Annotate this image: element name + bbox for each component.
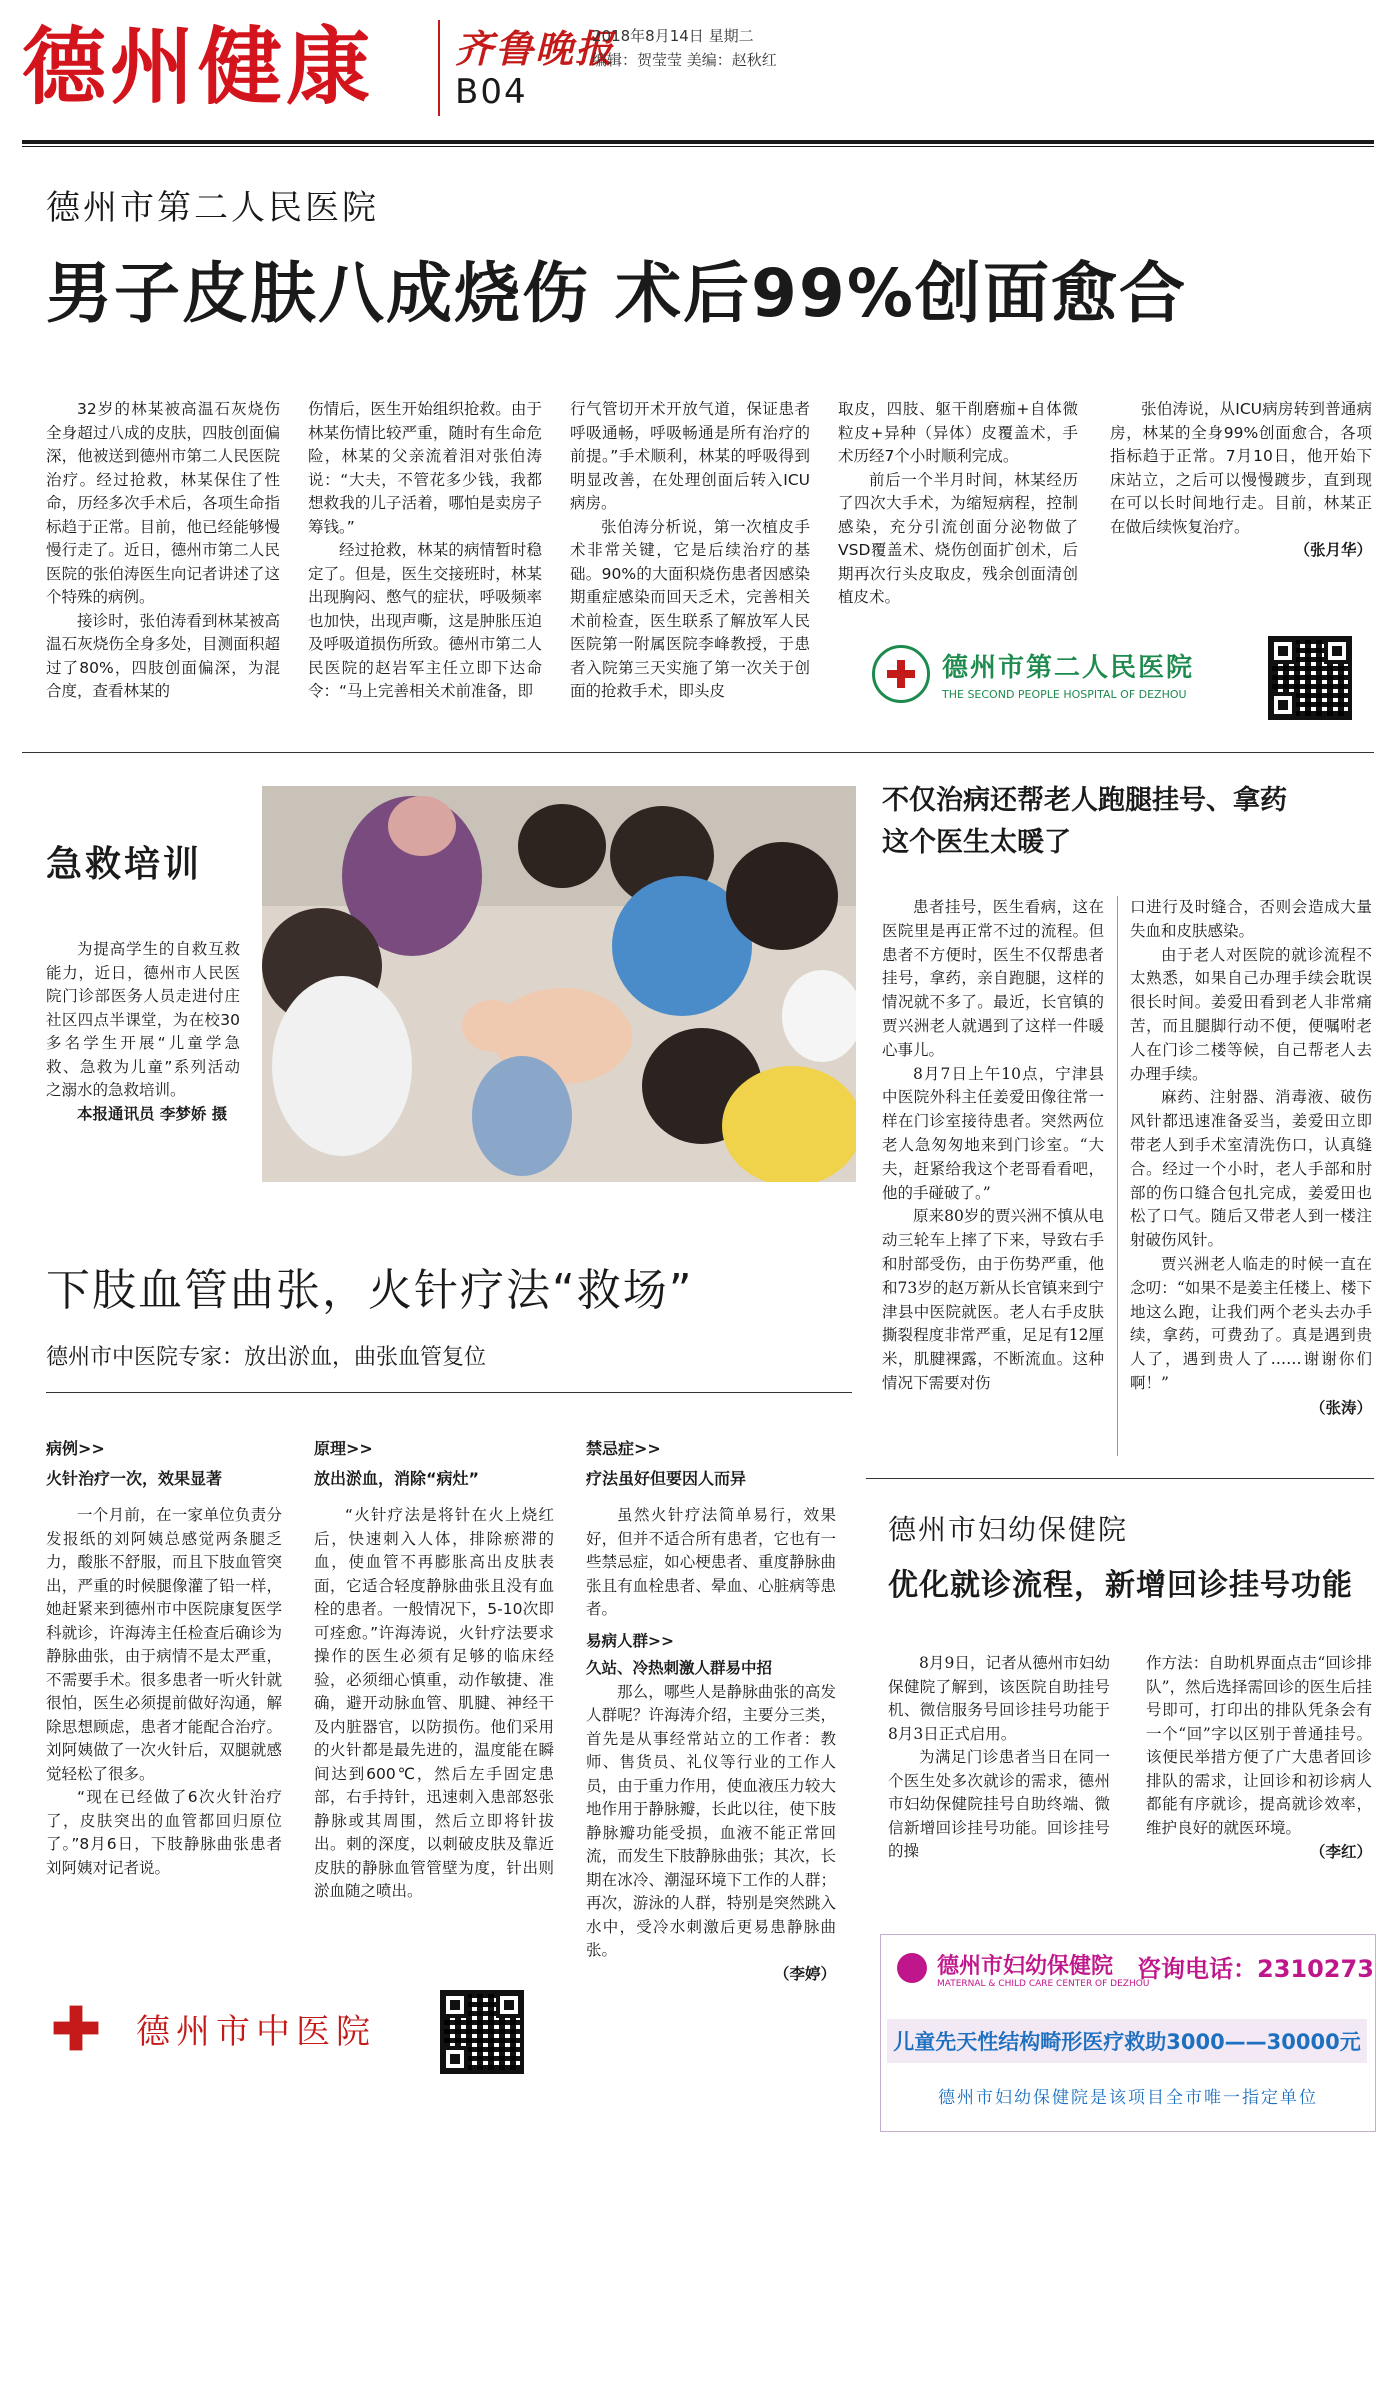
hospital-name: 德州市中医院 xyxy=(136,2011,376,2052)
page-number: B04 xyxy=(455,72,528,112)
paragraph: 8月9日，记者从德州市妇幼保健院了解到，该医院自助挂号机、微信服务号回诊挂号功能于8月3日正式启用。 xyxy=(888,1654,1110,1743)
paragraph: 张伯涛说，从ICU病房转到普通病房，林某的全身99%创面愈合，各项指标趋于正常。7月10日，他开始下床站立，之后可以慢慢踱步，直到现在可以长时间地行走。目前，林某正在做后续恢复治疗。 xyxy=(1110,400,1372,536)
headline-line: 这个医生太暖了 xyxy=(882,827,1071,858)
lead-column-4 xyxy=(838,398,1078,610)
contraindication-label: 禁忌症>> xyxy=(586,1439,661,1458)
byline: （张月华） xyxy=(1294,541,1372,559)
paragraph: 为提高学生的自救互救能力，近日，德州市人民医院门诊部医务人员走进付庄社区四点半课堂，为在校30多名学生开展“儿童学急救、急救为儿童”系列活动之溺水的急救培训。 xyxy=(46,940,240,1099)
paragraph: 为满足门诊患者当日在同一个医生处多次就诊的需求，德州市妇幼保健院挂号自助终端、微信新增回诊挂号功能。回诊挂号的操 xyxy=(888,1748,1110,1860)
paragraph: 麻药、注射器、消毒液、破伤风针都迅速准备妥当，姜爱田立即带老人到手术室清洗伤口，认真缝合。经过一个小时，老人手部和肘部的伤口缝合包扎完成，姜爱田也松了口气。随后又带老人到一楼注射破伤风针。 xyxy=(1130,1088,1372,1250)
first-aid-training-photo xyxy=(262,786,856,1182)
first-aid-title: 急救培训 xyxy=(46,844,203,885)
maternal-kicker: 德州市妇幼保健院 xyxy=(888,1513,1129,1546)
section-rule xyxy=(46,1392,852,1393)
paragraph: 口进行及时缝合，否则会造成大量失血和皮肤感染。 xyxy=(1130,898,1372,940)
photo-credit: 本报通讯员 李梦娇 摄 xyxy=(77,1104,228,1123)
lead-column-5 xyxy=(1110,398,1372,563)
lead-kicker: 德州市第二人民医院 xyxy=(46,188,379,228)
ad-banner: 儿童先天性结构畸形医疗救助3000——30000元 xyxy=(887,2019,1367,2063)
ad-footer: 德州市妇幼保健院是该项目全市唯一指定单位 xyxy=(938,2088,1318,2108)
paragraph: 那么，哪些人是静脉曲张的高发人群呢？许海涛介绍，主要分三类，首先是从事经常站立的工作者：教师、售货员、礼仪等行业的工作人员，由于重力作用，使血液压力较大地作用于静脉瓣，长此以往，使下肢静脉瓣功能受损，血液不能正常回流，而发生下肢静脉曲张；其次，长期在冰冷、潮湿环境下工作的人群；再次，游泳的人群，特别是突然跳入水中，受冷水刺激后更易患静脉曲张。 xyxy=(586,1682,836,1959)
masthead-divider xyxy=(438,20,440,116)
risk-group-label: 易病人群>> xyxy=(586,1631,674,1650)
paragraph: “火针疗法是将针在火上烧红后，快速刺入人体，排除瘀滞的血，使血管不再膨胀高出皮肤表面，它适合轻度静脉曲张且没有血栓的患者。一般情况下，5-10次即可痊愈。”许海涛说，火针疗法要求操作的医生必须有足够的临床经验，必须细心慎重，动作敏捷、准确，避开动脉血管、肌腱、神经干及内脏器官，以防损伤。他们采用的火针都是最先进的，温度能在瞬间达到600℃，然后左手固定患部，右手持针，迅速刺入患部怒张静脉或其周围，然后立即将针拔出。刺的深度，以刺破皮肤及靠近皮肤的静脉血管管壁为度，针出则淤血随之喷出。 xyxy=(314,1506,554,1900)
paragraph: 接诊时，张伯涛看到林某被高温石灰烧伤全身多处，目测面积超过了80%，四肢创面偏深，为混合度，查看林某的 xyxy=(46,611,280,700)
phone-number: 2310273 xyxy=(1257,1955,1374,1983)
paragraph: 作方法：自助机界面点击“回诊排队”，然后选择需回诊的医生后挂号即可，打印出的排队凭条会有一个“回”字以区别于普通挂号。该便民举措方便了广大患者回诊排队的需求，让回诊和初诊病人都能有序就诊，提高就诊效率，维护良好的就医环境。 xyxy=(1146,1654,1372,1837)
principle-label: 原理>> xyxy=(314,1439,373,1458)
ad-hospital-en: MATERNAL & CHILD CARE CENTER OF DEZHOU xyxy=(937,1979,1150,1989)
hospital-name-en: THE SECOND PEOPLE HOSPITAL OF DEZHOU xyxy=(942,688,1187,701)
editor-line: 编辑：贺莹莹 美编：赵秋红 xyxy=(592,51,777,69)
errand-column-2 xyxy=(1130,896,1372,1420)
risk-group-subhead: 久站、冷热刺激人群易中招 xyxy=(586,1659,773,1677)
paragraph: 虽然火针疗法简单易行，效果好，但并不适合所有患者，它也有一些禁忌症，如心梗患者、重度静脉曲张且有血栓患者、晕血、心脏病等患者。 xyxy=(586,1506,836,1618)
case-subhead: 火针治疗一次，效果显著 xyxy=(46,1469,223,1488)
lead-column-3 xyxy=(570,398,810,704)
hospital-cross-icon xyxy=(872,645,930,703)
maternal-column-1 xyxy=(888,1652,1110,1864)
errand-column-1 xyxy=(882,896,1104,1396)
paragraph: 张伯涛分析说，第一次植皮手术非常关键，它是后续治疗的基础。90%的大面积烧伤患者因感染期重症感染而回天乏术，完善相关术前检查，医生联系了解放军人民医院第一附属医院李峰教授，于患者入院第三天实施了第一次关于创面的抢救手术，即头皮 xyxy=(570,517,810,700)
paragraph: 贾兴洲老人临走的时候一直在念叨：“如果不是姜主任楼上、楼下地这么跑，让我们两个老头去办手续，拿药，可费劲了。真是遇到贵人了，遇到贵人了……谢谢你们啊！” xyxy=(1130,1254,1372,1392)
maternal-headline: 优化就诊流程，新增回诊挂号功能 xyxy=(888,1568,1353,1603)
paragraph: 原来80岁的贾兴洲不慎从电动三轮车上摔了下来，导致右手和肘部受伤，由于伤势严重，他和73岁的赵万新从长官镇来到宁津县中医院就医。老人右手皮肤撕裂程度非常严重，足足有12厘米，肌腱裸露，不断流血。这种情况下需要对伤 xyxy=(882,1207,1104,1392)
case-label: 病例>> xyxy=(46,1439,105,1458)
errand-headline xyxy=(882,780,1287,864)
lead-column-2 xyxy=(308,398,542,704)
lead-column-1 xyxy=(46,398,280,704)
phone-label: 咨询电话： xyxy=(1137,1955,1257,1983)
maternal-column-2 xyxy=(1146,1652,1372,1864)
newspaper-logo: 齐鲁晚报 xyxy=(455,26,616,71)
issue-date: 2018年8月14日 星期二 xyxy=(592,27,754,45)
hospital-name: 德州市第二人民医院 xyxy=(942,653,1195,683)
column-divider xyxy=(1117,896,1118,1456)
paragraph: 一个月前，在一家单位负责分发报纸的刘阿姨总感觉两条腿乏力，酸胀不舒服，而且下肢血管突出，严重的时候腿像灌了铅一样，她赶紧来到德州市中医院康复医学科就诊，许海涛主任检查后确诊为静脉曲张，由于病情不是太严重，不需要手术。很多患者一听火针就很怕，医生必须提前做好沟通，解除思想顾虑，患者才能配合治疗。刘阿姨做了一次火针后，双腿就感觉轻松了很多。 xyxy=(46,1506,282,1783)
second-hospital-logo xyxy=(872,645,1194,703)
paragraph: 8月7日上午10点，宁津县中医院外科主任姜爱田像往常一样在门诊室接待患者。突然两位老人急匆匆地来到门诊室。“大夫，赶紧给我这个老哥看看吧，他的手碰破了。” xyxy=(882,1064,1104,1202)
section-masthead: 德州健康 xyxy=(22,18,375,116)
byline: （张涛） xyxy=(1309,1397,1372,1417)
lead-headline: 男子皮肤八成烧伤 术后99%创面愈合 xyxy=(46,255,1187,332)
tcm-hospital-logo xyxy=(46,1998,376,2058)
qr-code-icon xyxy=(1268,636,1352,720)
paragraph: 由于老人对医院的就诊流程不太熟悉，如果自己办理手续会耽误很长时间。姜爱田看到老人非常痛苦，而且腿脚行动不便，便嘱咐老人在门诊二楼等候，自己帮老人去办理手续。 xyxy=(1130,945,1372,1083)
varicose-headline: 下肢血管曲张，火针疗法“救场” xyxy=(46,1265,694,1316)
contraindication-subhead: 疗法虽好但要因人而异 xyxy=(586,1469,747,1488)
paragraph: 伤情后，医生开始组织抢救。由于林某伤情比较严重，随时有生命危险，林某的父亲流着泪对张伯涛说：“大夫，不管花多少钱，我都想救我的儿子活着，哪怕是卖房子筹钱。” xyxy=(308,400,542,536)
qr-code-icon xyxy=(440,1990,524,2074)
header-rule xyxy=(22,140,1374,144)
byline: （李红） xyxy=(1309,1842,1372,1861)
headline-line: 不仅治病还帮老人跑腿挂号、拿药 xyxy=(882,785,1287,816)
varicose-column-3 xyxy=(586,1504,836,1986)
ad-hospital-name: 德州市妇幼保健院 xyxy=(937,1954,1114,1979)
principle-subhead: 放出淤血，消除“病灶” xyxy=(314,1469,480,1488)
issue-meta xyxy=(592,24,777,72)
section-rule xyxy=(866,1478,1374,1479)
varicose-column-2 xyxy=(314,1504,554,1904)
varicose-subheadline: 德州市中医院专家：放出淤血，曲张血管复位 xyxy=(46,1345,487,1370)
section-rule xyxy=(22,752,1374,753)
paragraph: 32岁的林某被高温石灰烧伤全身超过八成的皮肤，四肢创面偏深，他被送到德州市第二人民医院治疗。经过抢救，林某保住了性命，历经多次手术后，各项生命指标趋于正常。目前，他已经能够慢慢行走了。近日，德州市第二人民医院的张伯涛医生向记者讲述了这个特殊的病例。 xyxy=(46,400,280,606)
header-rule-thin xyxy=(22,146,1374,147)
tcm-cross-icon xyxy=(46,1998,106,2058)
paragraph: “现在已经做了6次火针治疗了，皮肤突出的血管都回归原位了。”8月6日，下肢静脉曲张患者刘阿姨对记者说。 xyxy=(46,1788,282,1877)
paragraph: 患者挂号，医生看病，这在医院里是再正常不过的流程。但患者不方便时，医生不仅帮患者挂号，拿药，亲自跑腿，这样的情况就不多了。最近，长官镇的贾兴洲老人就遇到了这样一件暖心事儿。 xyxy=(882,898,1104,1059)
paragraph: 前后一个半月时间，林某经历了四次大手术，为缩短病程，控制感染，充分引流创面分泌物做了VSD覆盖术、烧伤创面扩创术，后期再次行头皮取皮，残余创面清创植皮术。 xyxy=(838,470,1078,606)
paragraph: 取皮，四肢、躯干削磨痂+自体微粒皮+异种（异体）皮覆盖术，手术历经7个小时顺利完成。 xyxy=(838,400,1078,465)
varicose-column-1 xyxy=(46,1504,282,1880)
maternal-hospital-ad xyxy=(880,1934,1376,2132)
paragraph: 行气管切开术开放气道，保证患者呼吸通畅，呼吸畅通是所有治疗的前提。”手术顺利，林某的呼吸得到明显改善，在处理创面后转入ICU病房。 xyxy=(570,400,810,512)
paragraph: 经过抢救，林某的病情暂时稳定了。但是，医生交接班时，林某出现胸闷、憋气的症状，呼吸频率也加快，出现声嘶，这是肿胀压迫及呼吸道损伤所致。德州市第二人民医院的赵岩军主任立即下达命令：“马上完善相关术前准备，即 xyxy=(308,541,542,700)
byline: （李婷） xyxy=(773,1964,836,1983)
first-aid-caption xyxy=(46,938,240,1126)
ad-phone-line xyxy=(1137,1949,1374,1984)
hospital-emblem-icon xyxy=(897,1953,927,1983)
